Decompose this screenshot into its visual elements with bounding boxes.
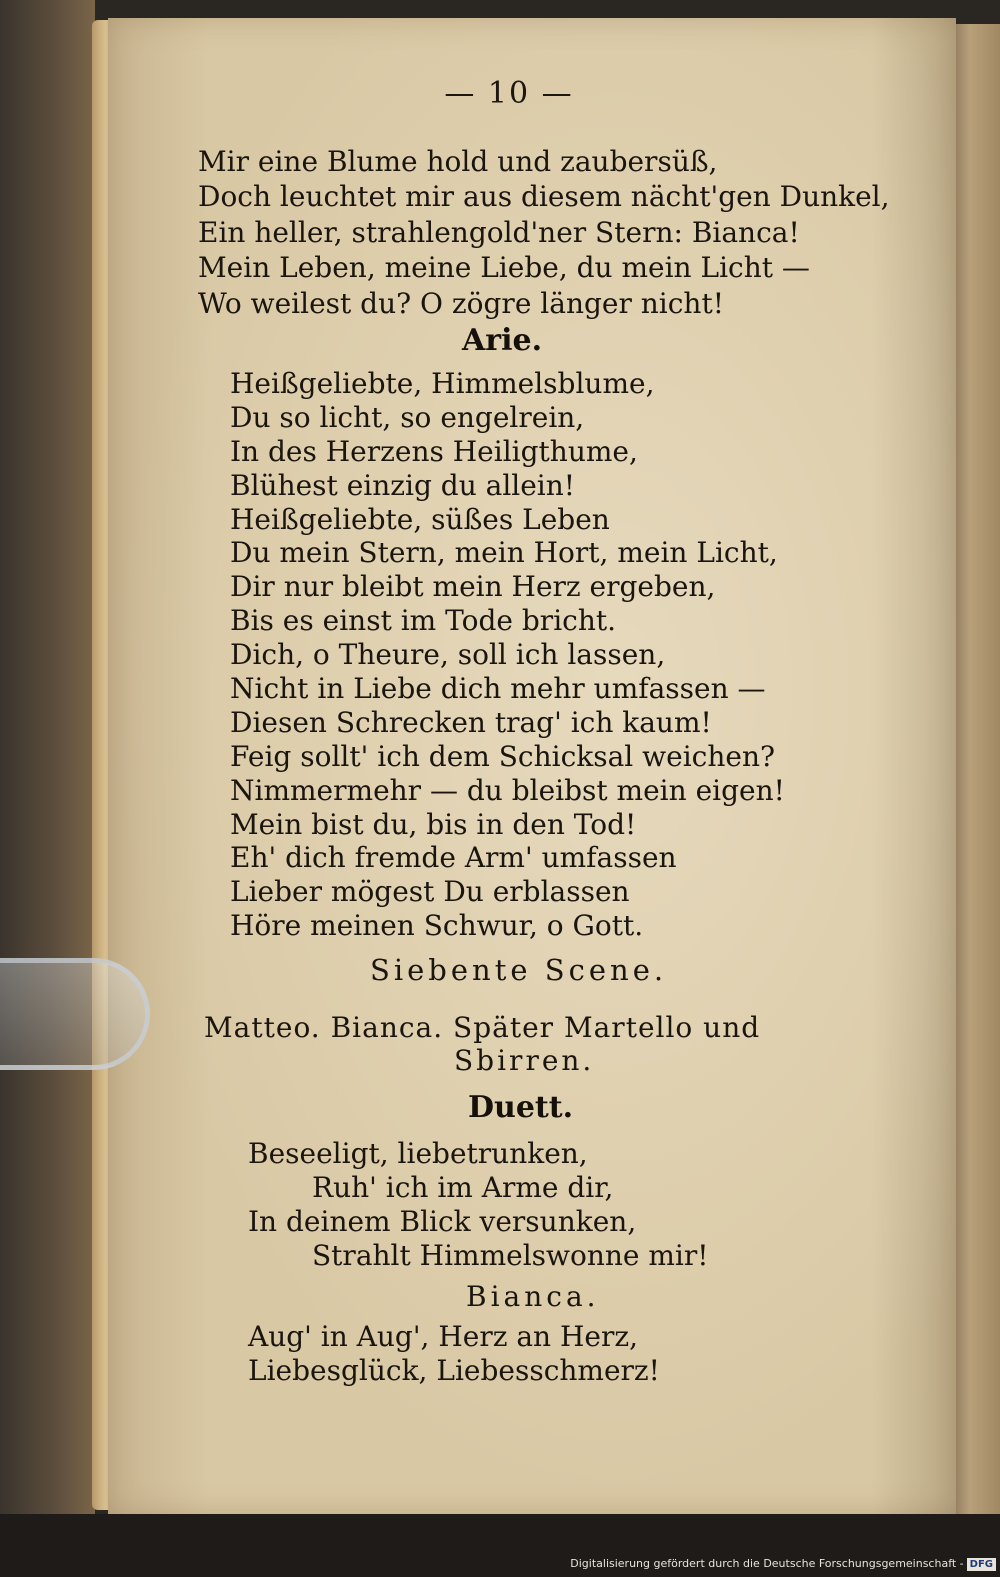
arie-verses: [230, 367, 785, 943]
bianca-line: Aug' in Aug', Herz an Herz,: [248, 1320, 639, 1353]
page-clip: [0, 958, 150, 1070]
arie-line: Nimmermehr — du bleibst mein eigen!: [230, 773, 785, 807]
bianca-line: Liebesglück, Liebesschmerz!: [248, 1354, 660, 1387]
arie-line: Mein bist du, bis in den Tod!: [230, 807, 637, 841]
arie-line: Du mein Stern, mein Hort, mein Licht,: [230, 536, 778, 570]
bianca-verses: [248, 1320, 660, 1388]
scene-title: Siebente Scene.: [370, 953, 668, 987]
arie-line: Heißgeliebte, süßes Leben: [230, 502, 610, 536]
arie-heading: Arie.: [462, 323, 543, 358]
duett-line: In deinem Blick versunken,: [248, 1205, 637, 1238]
verse-line: Mir eine Blume hold und zaubersüß,: [198, 145, 718, 178]
arie-line: Dich, o Theure, soll ich lassen,: [230, 638, 666, 672]
arie-line: Blühest einzig du allein!: [230, 468, 576, 502]
footer-text: Digitalisierung gefördert durch die Deutsche Forschungsgemeinschaft -: [570, 1557, 964, 1570]
duett-heading: Duett.: [468, 1090, 574, 1125]
arie-line: Bis es einst im Tode bricht.: [230, 604, 617, 638]
duett-line: Beseeligt, liebetrunken,: [248, 1137, 588, 1170]
verse-line: Ein heller, strahlengold'ner Stern: Bianca!: [198, 215, 800, 249]
arie-line: In des Herzens Heiligthume,: [230, 434, 638, 468]
dfg-logo: DFG: [967, 1558, 996, 1571]
arie-line: Heißgeliebte, Himmelsblume,: [230, 367, 655, 400]
dramatis-personae-line2: Sbirren.: [454, 1044, 595, 1077]
arie-line: Du so licht, so engelrein,: [230, 400, 585, 434]
arie-line: Höre meinen Schwur, o Gott.: [230, 909, 644, 943]
dramatis-personae-line1: Matteo. Bianca. Später Martello und: [204, 1011, 761, 1044]
scan-background-left: [0, 0, 95, 1577]
arie-line: Dir nur bleibt mein Herz ergeben,: [230, 570, 716, 604]
verse-line: Wo weilest du? O zögre länger nicht!: [198, 286, 724, 320]
arie-line: Eh' dich fremde Arm' umfassen: [230, 841, 677, 875]
verse-line: Mein Leben, meine Liebe, du mein Licht —: [198, 251, 810, 285]
duett-verses: [248, 1137, 709, 1273]
speaker-name: Bianca.: [466, 1280, 600, 1313]
funding-footer: [570, 1557, 996, 1571]
verse-intro: [198, 144, 890, 321]
duett-line: Strahlt Himmelswonne mir!: [312, 1239, 709, 1272]
arie-line: Lieber mögest Du erblassen: [230, 875, 630, 909]
arie-line: Diesen Schrecken trag' ich kaum!: [230, 705, 712, 739]
page-number: — 10 —: [444, 76, 574, 111]
duett-line: Ruh' ich im Arme dir,: [312, 1171, 614, 1204]
verse-line: Doch leuchtet mir aus diesem nächt'gen Dunkel,: [198, 180, 890, 214]
arie-line: Nicht in Liebe dich mehr umfassen —: [230, 672, 766, 706]
arie-line: Feig sollt' ich dem Schicksal weichen?: [230, 739, 775, 773]
facing-page-edge: [950, 24, 1000, 1534]
